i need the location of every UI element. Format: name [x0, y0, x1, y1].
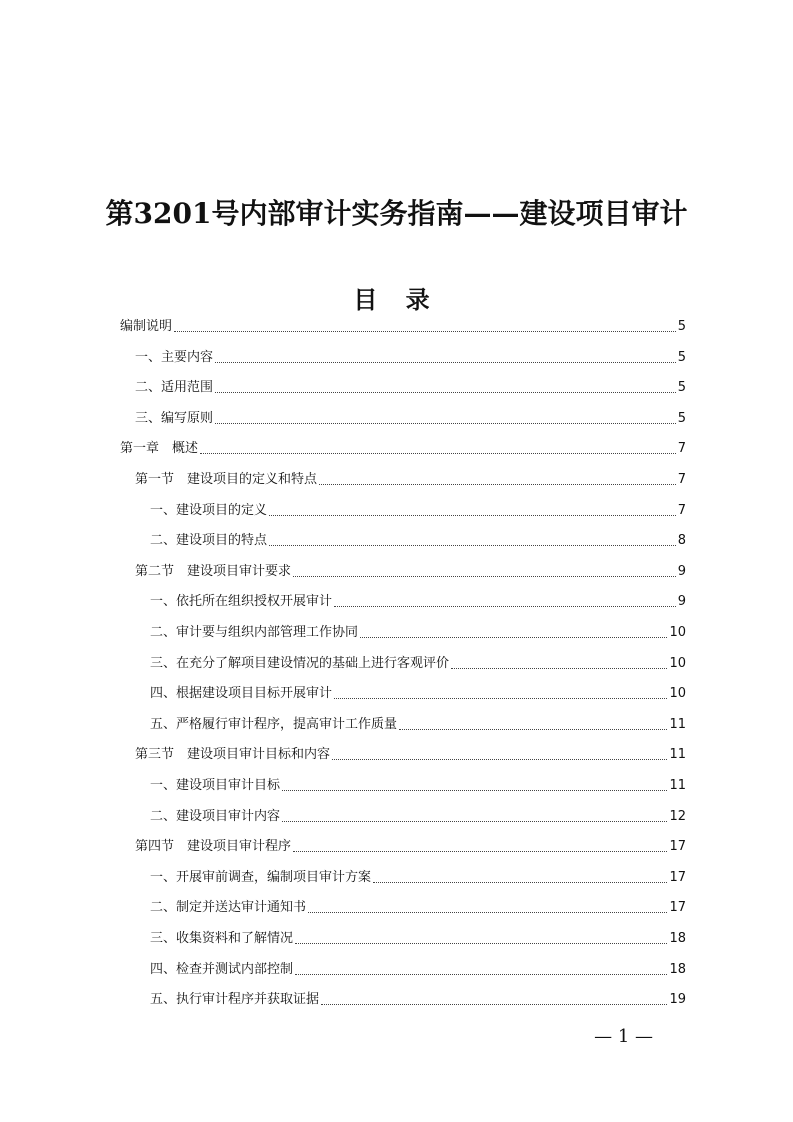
toc-entry-label: 三、收集资料和了解情况	[150, 931, 294, 946]
toc-entry[interactable]	[150, 589, 686, 611]
toc-dot-leader	[451, 667, 667, 669]
toc-entry-page: 12	[669, 808, 686, 824]
toc-entry[interactable]	[150, 620, 686, 642]
toc-entry-label: 二、建设项目审计内容	[150, 808, 281, 824]
toc-entry-label: 二、审计要与组织内部管理工作协同	[150, 625, 359, 640]
toc-entry[interactable]	[135, 742, 686, 764]
toc-entry-page: 5	[677, 319, 686, 334]
toc-entry[interactable]	[150, 498, 686, 520]
toc-entry-label: 一、开展审前调查，编制项目审计方案	[150, 869, 372, 885]
toc-entry-page: 5	[677, 380, 686, 396]
toc-entry-page: 5	[677, 349, 686, 365]
toc-dot-leader	[215, 422, 676, 424]
toc-dot-leader	[174, 330, 676, 332]
toc-dot-leader	[282, 789, 667, 791]
toc-entry-label: 第二节 建设项目审计要求	[135, 563, 292, 579]
toc-entry-label: 二、适用范围	[135, 380, 214, 396]
toc-entry-label: 编制说明	[120, 319, 173, 334]
toc-entry-page: 9	[677, 563, 686, 579]
toc-dot-leader	[269, 544, 676, 546]
toc-entry-page: 5	[677, 410, 686, 426]
toc-entry[interactable]	[150, 926, 686, 948]
toc-dot-leader	[334, 605, 676, 607]
toc-dot-leader	[399, 728, 667, 730]
toc-entry-label: 一、主要内容	[135, 349, 214, 365]
toc-entry-label: 一、依托所在组织授权开展审计	[150, 594, 333, 610]
toc-heading: 目 录	[353, 285, 440, 314]
toc-entry-page: 10	[669, 655, 686, 671]
toc-dot-leader	[373, 881, 667, 883]
toc-entry[interactable]	[150, 895, 686, 917]
toc-entry[interactable]	[120, 436, 686, 458]
toc-entry[interactable]	[135, 406, 686, 428]
toc-dot-leader	[319, 483, 676, 485]
toc-dot-leader	[282, 820, 667, 822]
toc-entry-label: 三、在充分了解项目建设情况的基础上进行客观评价	[150, 655, 450, 671]
toc-entry-page: 18	[669, 931, 686, 946]
toc-entry[interactable]	[150, 957, 686, 979]
toc-entry[interactable]	[135, 345, 686, 367]
toc-entry-label: 四、根据建设项目目标开展审计	[150, 686, 333, 702]
toc-entry[interactable]	[150, 528, 686, 550]
toc-entry[interactable]	[135, 559, 686, 581]
toc-entry-label: 二、建设项目的特点	[150, 533, 268, 549]
toc-entry-page: 9	[677, 594, 686, 610]
toc-entry-page: 19	[669, 992, 686, 1008]
page-number: — 1 —	[594, 1026, 653, 1047]
toc-entry-page: 10	[669, 625, 686, 640]
toc-entry-label: 三、编写原则	[135, 410, 214, 426]
page-number-footer	[0, 1026, 793, 1047]
toc-entry-label: 二、制定并送达审计通知书	[150, 900, 307, 916]
toc-entry-label: 五、执行审计程序并获取证据	[150, 992, 320, 1008]
toc-entry-label: 五、严格履行审计程序，提高审计工作质量	[150, 716, 398, 732]
toc-entry-label: 四、检查并测试内部控制	[150, 961, 294, 977]
toc-entry-label: 第一节 建设项目的定义和特点	[135, 472, 318, 487]
toc-entry[interactable]	[150, 712, 686, 734]
toc-entry-page: 7	[677, 502, 686, 518]
toc-entry-label: 第一章 概述	[120, 441, 199, 457]
document-title: 第3201号内部审计实务指南——建设项目审计	[105, 197, 688, 230]
toc-entry[interactable]	[150, 987, 686, 1009]
toc-dot-leader	[321, 1003, 667, 1005]
toc-entry-page: 17	[669, 869, 686, 885]
toc-entry-page: 17	[669, 900, 686, 916]
toc-entry-page: 11	[669, 778, 686, 793]
toc-entry-page: 8	[677, 533, 686, 549]
toc-dot-leader	[308, 911, 667, 913]
toc-dot-leader	[215, 391, 676, 393]
toc-dot-leader	[295, 942, 667, 944]
toc-entry-page: 18	[669, 961, 686, 977]
toc-dot-leader	[332, 758, 667, 760]
toc-dot-leader	[293, 575, 676, 577]
toc-dot-leader	[295, 973, 667, 975]
toc-dot-leader	[360, 636, 667, 638]
toc-dot-leader	[293, 850, 667, 852]
toc-dot-leader	[269, 514, 676, 516]
toc-entry[interactable]	[150, 804, 686, 826]
toc-entry[interactable]	[150, 681, 686, 703]
toc-entry[interactable]	[135, 467, 686, 489]
toc-entry[interactable]	[120, 314, 686, 336]
toc-entry[interactable]	[150, 651, 686, 673]
toc-entry[interactable]	[150, 773, 686, 795]
toc-entry-page: 7	[677, 472, 686, 487]
toc-entry-page: 11	[669, 747, 686, 763]
toc-entry[interactable]	[135, 834, 686, 856]
toc-entry-label: 第四节 建设项目审计程序	[135, 839, 292, 855]
toc-entry-page: 10	[669, 686, 686, 702]
toc-entry-label: 一、建设项目审计目标	[150, 778, 281, 793]
toc-dot-leader	[200, 452, 676, 454]
toc-dot-leader	[334, 697, 667, 699]
toc-entry-page: 7	[677, 441, 686, 457]
toc-entry[interactable]	[150, 865, 686, 887]
toc-dot-leader	[215, 361, 676, 363]
toc-entry-label: 一、建设项目的定义	[150, 502, 268, 518]
toc-entry-page: 11	[669, 716, 686, 732]
toc-entry[interactable]	[135, 375, 686, 397]
toc-entry-label: 第三节 建设项目审计目标和内容	[135, 747, 331, 763]
toc-entry-page: 17	[669, 839, 686, 855]
